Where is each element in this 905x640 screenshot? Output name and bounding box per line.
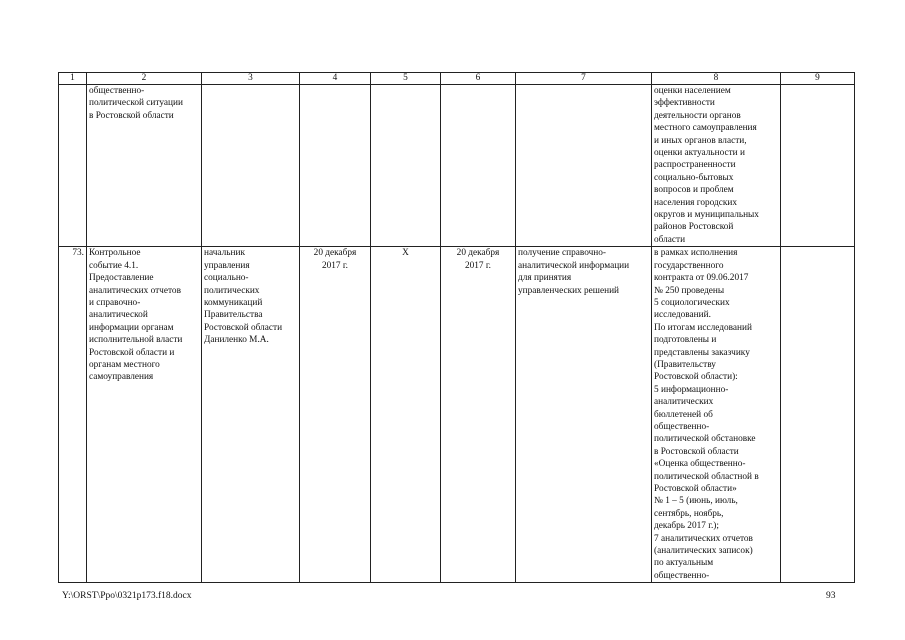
column-number-7: 7 bbox=[516, 73, 652, 85]
mark-cell: Х bbox=[371, 247, 441, 583]
table-row-73 bbox=[59, 247, 855, 583]
header-row bbox=[59, 73, 855, 85]
actual-date-cell bbox=[441, 85, 516, 247]
actual-result-cell: в рамках исполнения государственного контракта от 09.06.2017 № 250 проведены 5 социологических исследований. По итогам исследований подготовлены и представлены заказчику (Правительству Ростовской области): 5 информационно- аналитических бюллетеней об общественно- политической обстановке в Ростовской области «Оценка общественно- политической областной в Ростовской области» № 1 – 5 (июнь, июль, сентябрь, ноябрь, декабрь 2017 г.); 7 аналитических отчетов (аналитических записок) по актуальным общественно- bbox=[652, 247, 781, 583]
actual-date-cell: 20 декабря 2017 г. bbox=[441, 247, 516, 583]
footer-file-path: Y:\ORST\Ppo\0321p173.f18.docx bbox=[62, 591, 192, 601]
column-number-3: 3 bbox=[202, 73, 300, 85]
planned-date-cell: 20 декабря 2017 г. bbox=[300, 247, 371, 583]
column-number-9: 9 bbox=[781, 73, 855, 85]
responsible-cell: начальник управления социально- политических коммуникаций Правительства Ростовской области Даниленко М.А. bbox=[202, 247, 300, 583]
event-name-cell: общественно- политической ситуации в Ростовской области bbox=[87, 85, 202, 247]
expected-result-cell: получение справочно- аналитической информации для принятия управленческих решений bbox=[516, 247, 652, 583]
expected-result-cell bbox=[516, 85, 652, 247]
column-number-5: 5 bbox=[371, 73, 441, 85]
planned-date-cell bbox=[300, 85, 371, 247]
responsible-cell bbox=[202, 85, 300, 247]
column-number-2: 2 bbox=[87, 73, 202, 85]
actual-result-cell: оценки населением эффективности деятельности органов местного самоуправления и иных органов власти, оценки актуальности и распространенности социально-бытовых вопросов и проблем населения городских округов и муниципальных районов Ростовской области bbox=[652, 85, 781, 247]
row-number-cell: 73. bbox=[59, 247, 87, 583]
column-number-8: 8 bbox=[652, 73, 781, 85]
column-number-1: 1 bbox=[59, 73, 87, 85]
column-number-4: 4 bbox=[300, 73, 371, 85]
column-number-6: 6 bbox=[441, 73, 516, 85]
notes-cell bbox=[781, 247, 855, 583]
table-row-continued bbox=[59, 85, 855, 247]
row-number-cell bbox=[59, 85, 87, 247]
page-number: 93 bbox=[826, 591, 836, 601]
document-table bbox=[58, 72, 855, 583]
mark-cell bbox=[371, 85, 441, 247]
event-name-cell: Контрольное событие 4.1. Предоставление аналитических отчетов и справочно- аналитической информации органам исполнительной власти Ростовской области и органам местного самоуправления bbox=[87, 247, 202, 583]
notes-cell bbox=[781, 85, 855, 247]
